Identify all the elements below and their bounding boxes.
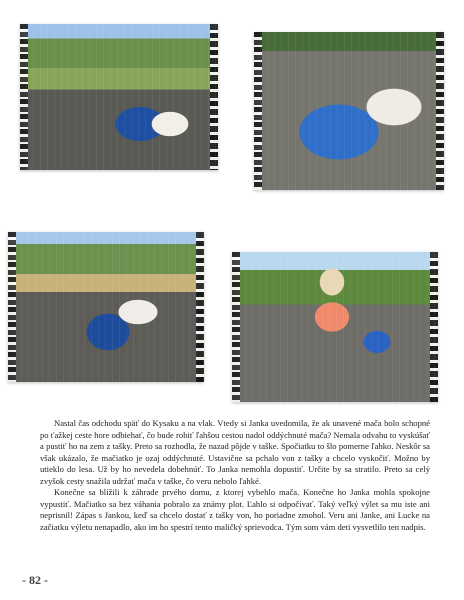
brush-edge-right	[196, 232, 204, 382]
paragraph-1: Nastal čas odchodu späť do Kysaku a na vlak. Vtedy si Janka uvedomila, že ak unavené mača bolo schopné po ťažkej ceste hore odbiehať, čo bude robiť ľahšou cestou nadol oddýchnuté mača? Nemala odvahu to vyskúšať a pustiť ho na zem z tašky. Preto sa rozhodla, že nazad pôjde v taške. Spočiatku to šlo pomerne ľahko. Neskôr sa však ukázalo, že mačiatko je ozaj oddýchnuté. Ustavične sa pchalo von z tašky a chcelo vyskočiť. Možno by utieklo do lesa. Už by ho nevedela dobehnúť. To Janka nemohla dopustiť. Určite by sa stratilo. Preto sa celý zvyšok cesty snažila udržať mača v taške, čo veru nebolo ľahké.	[40, 418, 430, 486]
brush-edge-left	[254, 32, 262, 190]
brush-edge-right	[430, 252, 438, 402]
page-number: - 82 -	[22, 573, 48, 587]
photo-cat-in-blue-bag	[254, 32, 444, 190]
brush-edge-right	[210, 24, 218, 170]
brush-edge-left	[8, 232, 16, 382]
brush-edge-left	[232, 252, 240, 402]
photo-woman-on-rocks	[232, 252, 438, 402]
story-text	[40, 418, 430, 533]
brush-edge-left	[20, 24, 28, 170]
photo-cat-lying-on-bag	[8, 232, 204, 382]
photo-cat-in-bag-rocks	[20, 24, 218, 170]
brush-edge-right	[436, 32, 444, 190]
paragraph-2: Konečne sa blížili k záhrade prvého domu, z ktorej vybehlo mača. Konečne ho Janka mohla spokojne vypustiť. Mačiatko sa bez váhania pobralo za známy plot. Ľahlo si odpočívať. Taký veľký výlet sa mu iste ani neprisnil! Zápas s Jankou, keď sa chcelo dostať z tašky von, ho poriadne zmohol. Veru ani Janke, ani Lucke na začiatku výletu nenapadlo, ako im ho spestrí tento maličký sprievodca. Tým som vám deti vysvetlilo ten nadpis.	[40, 487, 430, 532]
